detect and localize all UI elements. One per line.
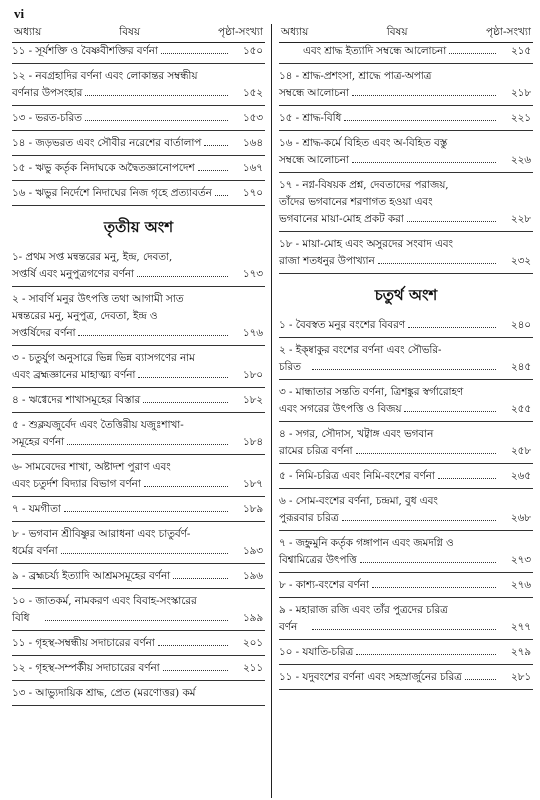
header-page: পৃষ্ঠা-সংখ্যা [217, 25, 263, 38]
dot-leader [372, 578, 496, 588]
toc-entry-text: ২ - ইক্ষ্বাকুর বংশের বর্ণনা এবং সৌভরি- [279, 344, 442, 356]
dot-leader [378, 254, 496, 264]
toc-entry-page: ১৫২ [242, 87, 263, 99]
toc-entry [279, 342, 533, 376]
toc-entry-text: ১১ - যদুবংশের বর্ণনা এবং সহস্রার্জুনের চরিত্র [279, 671, 462, 683]
entry-separator [279, 231, 533, 232]
toc-entry-text: ১৫ - ঋভু কর্তৃক নিদাঘকে অদ্বৈতজ্ঞানোপদেশ [12, 162, 195, 174]
toc-entry-text: ১ - বৈবস্বত মনুর বংশের বিবরণ [279, 319, 406, 331]
column-header [279, 24, 533, 43]
toc-entry [12, 417, 265, 451]
toc-entry-row [12, 392, 263, 409]
entry-separator [279, 689, 533, 690]
dot-leader [352, 86, 496, 96]
toc-entry-text: ১৩ - ভরত-চরিত [12, 112, 82, 124]
toc-entry-text: ৫ - শুক্লযজুর্বেদ এবং তৈত্তিরীয় যজুঃশাখা- [12, 419, 184, 431]
entry-separator [12, 563, 265, 564]
entry-separator [279, 597, 533, 598]
toc-entry-page: ২৭৭ [510, 621, 531, 633]
toc-entry-row [279, 577, 531, 594]
toc-entry-row [279, 443, 531, 460]
toc-entry-row [12, 685, 263, 702]
dot-leader [344, 111, 496, 121]
toc-entry-text: ১০ - জাতকর্ম, নামকরণ এবং বিবাহ-সংস্কারের [12, 595, 197, 607]
toc-entries [279, 317, 533, 690]
toc-entry-page: ২৭৩ [510, 554, 531, 566]
toc-entry-row [12, 135, 263, 152]
toc-entry [12, 350, 265, 384]
toc-entry-row [12, 635, 263, 652]
toc-entry [279, 535, 533, 569]
toc-entry-text: এবং সগরের উৎপত্তি ও বিজয় [279, 403, 402, 415]
toc-entry-text: সমূহের বর্ণনা [12, 436, 65, 448]
toc-entry-text: বর্ণনার উপসংহার [12, 87, 83, 99]
entry-separator [279, 463, 533, 464]
toc-entry [12, 185, 265, 202]
dot-leader [342, 511, 496, 521]
toc-entry-page: ১৮৭ [242, 478, 263, 490]
entry-separator [12, 521, 265, 522]
toc-entry [12, 68, 265, 102]
entry-separator [12, 286, 265, 287]
toc-entry-text: ১৩ - আভ্যুদায়িক শ্রাদ্ধ, প্রেত (মরণোত্তর) কর্ম [12, 687, 196, 699]
toc-entry-text: রাজা শতধনুর উপাখ্যান [279, 255, 375, 267]
toc-entry-text: ৪ - সগর, সৌদাস, খট্বাঙ্গ এবং ভগবান [279, 428, 434, 440]
toc-entry-text: ৮ - ভগবান শ্রীবিষ্ণুর আরাধনা এবং চাতুর্বর্ণ- [12, 528, 191, 540]
toc-entry [12, 568, 265, 585]
toc-entry [12, 685, 265, 702]
header-chapter: অধ্যায় [281, 25, 309, 38]
entry-separator [12, 588, 265, 589]
toc-entry-page: ১৭৬ [242, 327, 263, 339]
toc-entry-row [12, 325, 263, 342]
toc-entry-text: ৭ - যমগীতা [12, 503, 61, 515]
dot-leader [215, 186, 228, 196]
dot-leader [198, 161, 228, 171]
header-topic: বিষয় [119, 25, 141, 38]
entry-separator [279, 664, 533, 665]
toc-entry [279, 177, 533, 228]
toc-entry-text: ১০ - যযাতি-চরিত্র [279, 646, 354, 658]
header-chapter: অধ্যায় [14, 25, 42, 38]
toc-entry-page: ২১১ [242, 662, 263, 674]
toc-entry-page: ১৮০ [242, 369, 263, 381]
toc-entry-page: ১৫০ [242, 45, 263, 57]
toc-entry-row: চরিত ২৪৫ [309, 359, 531, 376]
toc-entry-text: ৯ - মহারাজ রজি এবং তাঁর পুত্রদের চরিত্র [279, 604, 448, 616]
toc-entry-text: সপ্তর্ষিদের বর্ণনা [12, 327, 76, 339]
toc-entry-text: ১৭ - নগ্ন-বিষয়ক প্রশ্ন, দেবতাদের পরাজয়, [279, 179, 449, 191]
toc-entry [279, 468, 533, 485]
dot-leader [407, 212, 496, 222]
toc-entry [279, 426, 533, 460]
toc-entry-page: ২৬৮ [510, 512, 531, 524]
toc-entry-page: ২৬৫ [510, 470, 531, 482]
left-column [12, 24, 265, 794]
dot-leader [404, 402, 496, 412]
toc-entry-row [12, 660, 263, 677]
toc-entry-page: ২১৫ [510, 45, 531, 57]
toc-entry [12, 249, 265, 283]
toc-entry-row [279, 669, 531, 686]
entry-separator [279, 130, 533, 131]
toc-entry [279, 135, 533, 169]
toc-entry-row [12, 568, 263, 585]
toc-entry-row [12, 434, 263, 451]
toc-entry [279, 577, 533, 594]
toc-entry-text: ৫ - নিমি-চরিত্র এবং নিমি-বংশের বর্ণনা [279, 470, 435, 482]
toc-entry-text: ৬- সামবেদের শাখা, অষ্টাদশ পুরাণ এবং [12, 461, 171, 473]
toc-entry [279, 68, 533, 102]
toc-entry-page: ২৫৫ [510, 403, 531, 415]
toc-entry [12, 291, 265, 342]
entry-separator [12, 130, 265, 131]
toc-entry [279, 493, 533, 527]
toc-entry-row: বিধি ১৯৯ [42, 610, 263, 627]
toc-entry-page: ১৯৩ [242, 545, 263, 557]
entry-separator [12, 155, 265, 156]
toc-entry-text: ১৫ - শ্রাদ্ধ-বিধি [279, 112, 342, 124]
toc-entry [12, 135, 265, 152]
toc-entry-row: বর্ণন ২৭৭ [309, 619, 531, 636]
toc-entry-page: ২২৮ [510, 213, 531, 225]
toc-entry-row [12, 85, 263, 102]
dot-leader [356, 645, 496, 655]
toc-entry-text: তাঁদের ভগবানের শরণাগত হওয়া এবং [279, 196, 433, 208]
toc-entry-row [12, 501, 263, 518]
entry-separator [279, 530, 533, 531]
toc-entry-text: ১৬ - ঋভুর নির্দেশে নিদাঘের নিজ গৃহে প্রত্যাবর্তন [12, 187, 212, 199]
toc-entry-text: ১১ - সূর্যশক্তি ও বৈষ্ণবীশক্তির বর্ণনা [12, 45, 158, 57]
dot-leader [137, 267, 228, 277]
dot-leader [356, 444, 496, 454]
toc-entry-text: এবং চতুর্দশ বিদ্যার বিভাগ বর্ণনা [12, 478, 141, 490]
toc-entry [279, 602, 533, 636]
dot-leader [161, 44, 228, 54]
toc-entry-row [279, 253, 531, 270]
toc-entry [12, 392, 265, 409]
toc-entry [12, 110, 265, 127]
entry-separator [12, 63, 265, 64]
toc-entries [279, 43, 533, 274]
toc-entry-text: ৮ - কাশ্য-বংশের বর্ণনা [279, 579, 369, 591]
entry-separator [12, 705, 265, 706]
toc-entry [279, 317, 533, 334]
toc-entry-row [12, 185, 263, 202]
toc-entry [279, 236, 533, 270]
toc-entry [12, 459, 265, 493]
toc-entry-row [279, 468, 531, 485]
toc-entry [279, 110, 533, 127]
toc-entry-text: সম্বন্ধে আলোচনা [279, 87, 349, 99]
toc-entry-row [12, 476, 263, 493]
dot-leader [163, 661, 228, 671]
entry-separator [12, 105, 265, 106]
section-title: চতুর্থ অংশ [374, 286, 438, 304]
toc-entry [279, 384, 533, 418]
dot-leader [204, 136, 228, 146]
toc-entry-row [12, 160, 263, 177]
toc-entry-page: ১৬৪ [242, 137, 263, 149]
toc-entry-text: ধর্মের বর্ণনা [12, 545, 58, 557]
toc-entry [279, 669, 533, 686]
dot-leader [61, 544, 228, 554]
entry-separator [12, 205, 265, 206]
toc-entry-page: ১৮৯ [242, 503, 263, 515]
dot-leader [465, 670, 496, 680]
column-divider [271, 24, 272, 798]
toc-entry [12, 660, 265, 677]
toc-entry-text: ১২ - গৃহস্থ-সম্পর্কীয় সদাচারের বর্ণনা [12, 662, 160, 674]
dot-leader [143, 393, 228, 403]
toc-entry-page: ২৩২ [510, 255, 531, 267]
toc-entry-text: ৬ - সোম-বংশের বর্ণনা, চন্দ্রমা, বুধ এবং [279, 495, 438, 507]
toc-entry-page: ১৮২ [242, 394, 263, 406]
entry-separator [12, 180, 265, 181]
toc-entry-page: ২৫৮ [510, 445, 531, 457]
dot-leader [438, 469, 496, 479]
toc-entry-text: ৩ - চতুর্যুগ অনুসারে ভিন্ন ভিন্ন ব্যাসগণের নাম [12, 352, 195, 364]
toc-entries [12, 249, 265, 706]
dot-leader [64, 502, 228, 512]
dot-leader [85, 86, 228, 96]
entry-separator [12, 454, 265, 455]
entry-separator [279, 639, 533, 640]
header-page: পৃষ্ঠা-সংখ্যা [485, 25, 531, 38]
toc-entry-row [12, 110, 263, 127]
toc-entry-page: ১৮৪ [242, 436, 263, 448]
dot-leader [312, 360, 496, 370]
toc-entry-page: ২৮১ [510, 671, 531, 683]
dot-leader [352, 153, 496, 163]
entry-separator [12, 496, 265, 497]
entry-separator [12, 387, 265, 388]
toc-entry-text: ১৬ - শ্রাদ্ধ-কর্মে বিহিত এবং অ-বিহিত বস্তু [279, 137, 448, 149]
toc-entry [12, 160, 265, 177]
entry-separator [279, 172, 533, 173]
toc-entry-page: ২৪৫ [510, 361, 531, 373]
toc-entry-text: ভগবানের মায়া-মোহ প্রকট করা [279, 213, 404, 225]
section-title: তৃতীয় অংশ [103, 218, 174, 236]
entry-separator [12, 655, 265, 656]
toc-entry-text: পুরূরবার চরিত্র [279, 512, 339, 524]
entry-separator [12, 630, 265, 631]
toc-entry-row [279, 211, 531, 228]
toc-entry-text: ১- প্রথম সপ্ত মন্বন্তরের মনু, ইন্দ্র, দেবতা, [12, 251, 173, 263]
toc-entries [12, 43, 265, 206]
toc-entry [12, 526, 265, 560]
toc-entry-page: ১৯৬ [242, 570, 263, 582]
dot-leader [45, 611, 228, 621]
toc-entry-text: ১৪ - শ্রাদ্ধ-প্রশংসা, শ্রাদ্ধে পাত্র-অপাত্র [279, 70, 432, 82]
toc-entry [12, 593, 265, 627]
dot-leader [138, 368, 228, 378]
toc-entry-text: বিশ্বামিত্রের উৎপত্তি [279, 554, 357, 566]
dot-leader [85, 111, 228, 121]
dot-leader [449, 44, 496, 54]
toc-entry-row [279, 552, 531, 569]
toc-entry-text: ১২ - নবগ্রহাদির বর্ণনা এবং লোকান্তর সম্বন্ধীয় [12, 70, 198, 82]
toc-entry-text: রামের চরিত্র বর্ণনা [279, 445, 353, 457]
toc-entry-page: ২২১ [510, 112, 531, 124]
toc-entry-page: ১৭০ [242, 187, 263, 199]
dot-leader [173, 569, 228, 579]
toc-entry [12, 635, 265, 652]
toc-entry-row [279, 85, 531, 102]
toc-entry-text: ৭ - জহ্নুমুনি কর্তৃক গঙ্গাপান এবং জমদগ্নি ও [279, 537, 454, 549]
toc-entry-row [279, 401, 531, 418]
toc-entry [12, 501, 265, 518]
toc-entry-text: এবং ব্রহ্মজ্ঞানের মাহাত্ম্য বর্ণনা [12, 369, 136, 381]
toc-entry-page: ২২৬ [510, 154, 531, 166]
toc-entry-row [279, 644, 531, 661]
toc-entry-text: সপ্তর্ষি এবং মনুপুত্রগণের বর্ণনা [12, 268, 134, 280]
toc-entry-text: এবং শ্রাদ্ধ ইত্যাদি সম্বন্ধে আলোচনা [303, 45, 447, 57]
toc-entry-page: ১৬৭ [242, 162, 263, 174]
toc-entry-row [12, 43, 263, 60]
entry-separator [279, 273, 533, 274]
toc-entry-row [12, 543, 263, 560]
dot-leader [312, 620, 496, 630]
toc-entry-row [279, 510, 531, 527]
toc-entry-page: ২৭৬ [510, 579, 531, 591]
entry-separator [12, 345, 265, 346]
toc-entry-page: ১৯৯ [242, 612, 263, 624]
entry-separator [279, 337, 533, 338]
toc-entry-row [279, 110, 531, 127]
toc-entry-text: ২ - সাবর্ণি মনুর উৎপত্তি তথা আগামী সাত [12, 293, 184, 305]
header-topic: বিষয় [386, 25, 408, 38]
page-number: vi [14, 6, 25, 21]
toc-entry-text: ৯ - ব্রহ্মচর্য্য ইত্যাদি আশ্রমসমূহের বর্ণনা [12, 570, 171, 582]
column-header [12, 24, 265, 43]
dot-leader [158, 636, 228, 646]
entry-separator [279, 488, 533, 489]
entry-separator [279, 421, 533, 422]
toc-entry-row [279, 317, 531, 334]
toc-entry-text: মন্বন্তরের মনু, মনুপুত্র, দেবতা, ইন্দ্র ও [12, 310, 158, 322]
entry-separator [279, 379, 533, 380]
dot-leader [144, 477, 228, 487]
toc-entry-page: ১৫৩ [242, 112, 263, 124]
entry-separator [279, 63, 533, 64]
toc-entry-page: ২৪০ [510, 319, 531, 331]
toc-entry-text: ১৮ - মায়া-মোহ এবং অসুরদের সংবাদ এবং [279, 238, 453, 250]
toc-entry-text: ১১ - গৃহস্থ-সম্বন্ধীয় সদাচারের বর্ণনা [12, 637, 155, 649]
toc-entry [279, 43, 533, 60]
toc-entry-text: ১৪ - জড়ভরত এবং সৌবীর নরেশের বার্তালাপ [12, 137, 202, 149]
toc-entry-page: ২০১ [242, 637, 263, 649]
dot-leader [408, 318, 496, 328]
toc-entry-row [12, 266, 263, 283]
toc-entry-page: ২৭৯ [510, 646, 531, 658]
entry-separator [12, 680, 265, 681]
toc-entry [12, 43, 265, 60]
entry-separator [279, 105, 533, 106]
dot-leader [360, 553, 496, 563]
right-column [279, 24, 533, 794]
toc-entry-row [279, 152, 531, 169]
toc-entry-row [303, 43, 531, 60]
dot-leader [67, 435, 228, 445]
toc-entry-page: ২১৮ [510, 87, 531, 99]
dot-leader [78, 326, 228, 336]
toc-entry-text: ৩ - মান্ধাতার সন্ততি বর্ণনা, ত্রিশঙ্কুর স্বর্গারোহণ [279, 386, 464, 398]
toc-entry-page: ১৭৩ [242, 268, 263, 280]
toc-entry-text: সম্বন্ধে আলোচনা [279, 154, 349, 166]
toc-entry-row [12, 367, 263, 384]
toc-entry [279, 644, 533, 661]
entry-separator [12, 412, 265, 413]
entry-separator [279, 572, 533, 573]
toc-entry-text: ৪ - ঋগ্বেদের শাখাসমূহের বিস্তার [12, 394, 141, 406]
